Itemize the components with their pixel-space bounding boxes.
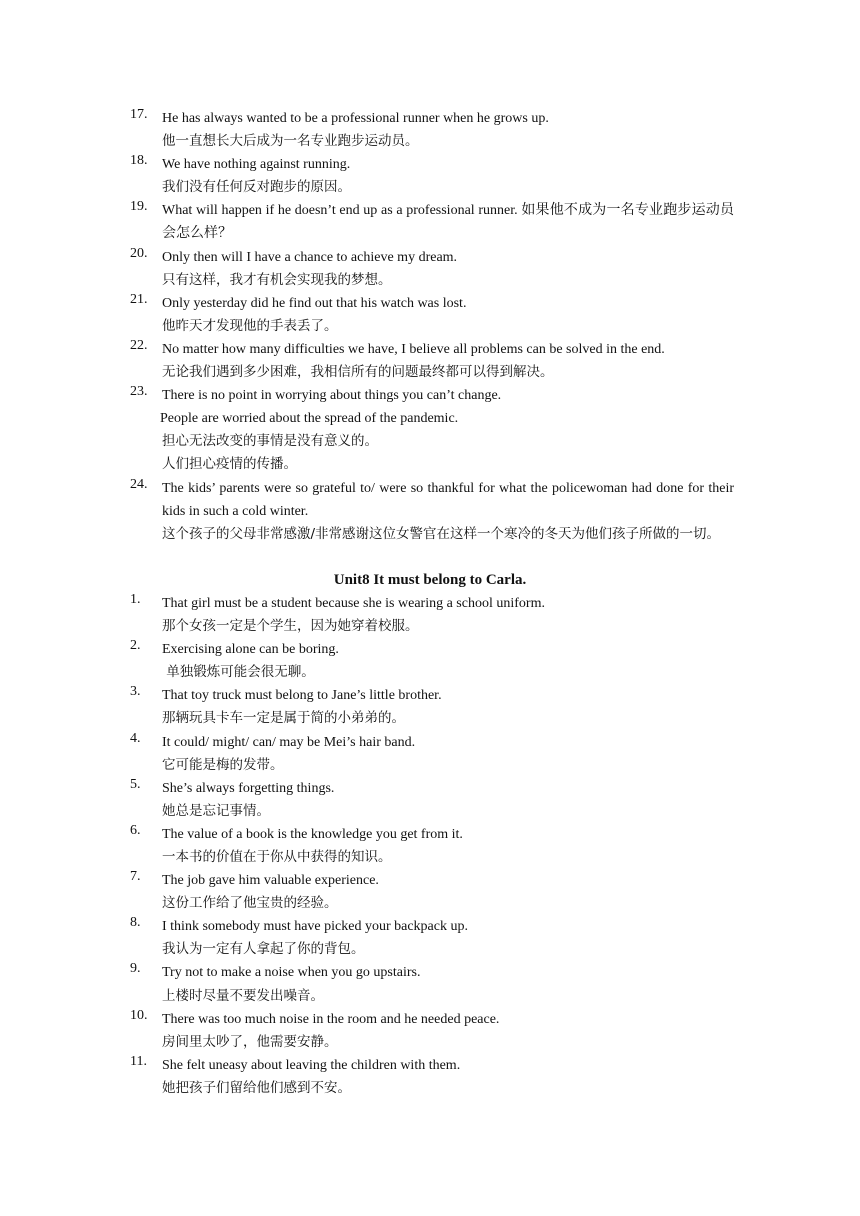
english-sentence: I think somebody must have picked your backpack up. <box>162 919 468 935</box>
chinese-translation-2: 人们担心疫情的传播。 <box>162 456 297 473</box>
list-item <box>0 869 734 915</box>
list-item <box>0 153 734 199</box>
item-number: 22. <box>130 337 148 353</box>
list-item <box>0 592 734 638</box>
item-number: 6. <box>130 822 141 838</box>
item-number: 8. <box>130 915 141 931</box>
item-number: 24. <box>130 476 148 492</box>
item-number: 1. <box>130 591 141 607</box>
english-sentence: There is no point in worrying about things you can’t change. <box>162 388 502 404</box>
chinese-translation: 那辆玩具卡车一定是属于简的小弟弟的。 <box>162 710 405 727</box>
chinese-translation: 担心无法改变的事情是没有意义的。 <box>162 433 378 450</box>
chinese-translation: 单独锻炼可能会很无聊。 <box>162 664 315 681</box>
unit-heading: Unit8 It must belong to Carla. <box>333 571 527 588</box>
english-sentence: The value of a book is the knowledge you get from it. <box>162 826 463 842</box>
item-number: 23. <box>130 384 148 400</box>
chinese-translation: 她总是忘记事情。 <box>162 802 270 819</box>
english-sentence: She felt uneasy about leaving the children with them. <box>162 1057 461 1073</box>
chinese-translation: 上楼时尽量不要发出噪音。 <box>162 987 324 1004</box>
list-item <box>0 246 734 292</box>
list-item <box>0 477 734 569</box>
english-sentence: Only yesterday did he find out that his watch was lost. <box>162 295 467 311</box>
item-number: 3. <box>130 684 141 700</box>
english-sentence-with-translation: What will happen if he doesn’t end up as a professional runner. 如果他不成为一名专业跑步运动员会怎么样？ <box>162 203 734 242</box>
english-sentence: The kids’ parents were so grateful to/ were so thankful for what the policewoman had done for their kids in such a cold winter. <box>162 480 734 519</box>
english-sentence: Try not to make a noise when you go upstairs. <box>162 965 421 981</box>
list-item <box>0 107 734 153</box>
item-number: 20. <box>130 245 148 261</box>
item-number: 7. <box>130 869 141 885</box>
item-number: 10. <box>130 1007 148 1023</box>
item-number: 17. <box>130 107 148 122</box>
english-sentence: It could/ might/ can/ may be Mei’s hair band. <box>162 734 416 750</box>
chinese-translation: 这份工作给了他宝贵的经验。 <box>162 895 338 912</box>
english-sentence: That girl must be a student because she is wearing a school uniform. <box>162 595 545 611</box>
chinese-translation: 他昨天才发现他的手表丢了。 <box>162 317 338 334</box>
list-item <box>0 199 734 245</box>
list-item <box>0 823 734 869</box>
chinese-translation: 它可能是梅的发带。 <box>162 756 284 773</box>
chinese-translation: 这个孩子的父母非常感激/非常感谢这位女警官在这样一个寒冷的冬天为他们孩子所做的一切。 <box>162 525 721 542</box>
item-number: 21. <box>130 291 148 307</box>
english-sentence: Only then will I have a chance to achieve my dream. <box>162 249 458 265</box>
english-sentence: She’s always forgetting things. <box>162 780 335 796</box>
chinese-translation: 那个女孩一定是个学生，因为她穿着校服。 <box>162 618 419 635</box>
list-item <box>0 684 734 730</box>
item-number: 19. <box>130 199 148 215</box>
list-item <box>0 961 734 1007</box>
english-sentence: We have nothing against running. <box>162 157 351 173</box>
chinese-translation: 无论我们遇到多少困难，我相信所有的问题最终都可以得到解决。 <box>162 364 554 381</box>
english-sentence: Exercising alone can be boring. <box>162 642 339 658</box>
english-sentence-2: People are worried about the spread of the pandemic. <box>160 411 459 427</box>
list-item <box>0 731 734 777</box>
list-item <box>0 384 734 476</box>
chinese-translation: 房间里太吵了，他需要安静。 <box>162 1033 338 1050</box>
document-page <box>0 107 860 1100</box>
item-number: 4. <box>130 730 141 746</box>
list-item <box>0 292 734 338</box>
english-sentence: He has always wanted to be a professional runner when he grows up. <box>162 111 549 126</box>
item-number: 2. <box>130 638 141 654</box>
english-sentence: The job gave him valuable experience. <box>162 873 379 889</box>
list-item <box>0 1008 734 1054</box>
item-number: 18. <box>130 153 148 169</box>
item-number: 11. <box>130 1053 147 1069</box>
item-number: 5. <box>130 776 141 792</box>
list-item <box>0 777 734 823</box>
english-sentence: There was too much noise in the room and he needed peace. <box>162 1011 500 1027</box>
english-sentence: No matter how many difficulties we have, I believe all problems can be solved in the end. <box>162 341 665 357</box>
item-number: 9. <box>130 961 141 977</box>
chinese-translation: 她把孩子们留给他们感到不安。 <box>162 1079 351 1096</box>
list-item <box>0 338 734 384</box>
english-sentence: That toy truck must belong to Jane’s little brother. <box>162 688 442 704</box>
list-item <box>0 1054 734 1100</box>
chinese-translation: 我认为一定有人拿起了你的背包。 <box>162 941 365 958</box>
chinese-translation: 只有这样，我才有机会实现我的梦想。 <box>162 271 392 288</box>
chinese-translation: 他一直想长大后成为一名专业跑步运动员。 <box>162 133 419 150</box>
chinese-translation: 我们没有任何反对跑步的原因。 <box>162 179 351 196</box>
list-item <box>0 915 734 961</box>
chinese-translation: 一本书的价值在于你从中获得的知识。 <box>162 849 392 865</box>
list-item <box>0 638 734 684</box>
